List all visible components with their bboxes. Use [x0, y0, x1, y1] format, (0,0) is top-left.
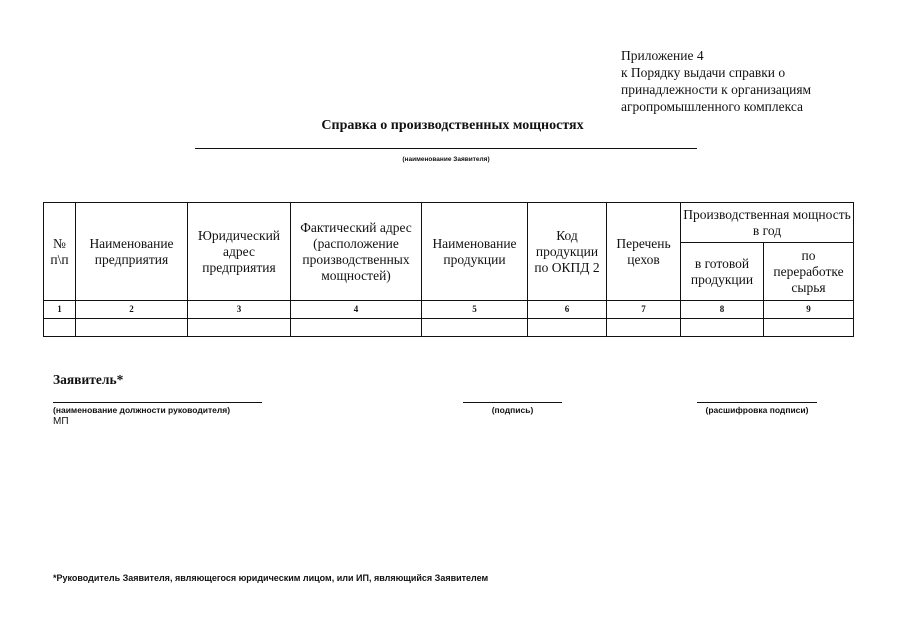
column-number: 9: [764, 301, 854, 319]
column-number-row: [44, 301, 854, 319]
position-line[interactable]: [53, 402, 262, 403]
header-legal-address: Юридический адрес предприятия: [188, 203, 291, 301]
table-row: [44, 319, 854, 337]
signature-caption: (подпись): [491, 405, 534, 415]
header-okpd-code: Код продукции по ОКПД 2: [528, 203, 607, 301]
applicant-name-line[interactable]: [195, 148, 697, 149]
header-actual-address: Фактический адрес (расположение производственных мощностей): [291, 203, 422, 301]
table-cell[interactable]: [607, 319, 681, 337]
header-workshops: Перечень цехов: [607, 203, 681, 301]
header-raw-processing: по переработке сырья: [764, 243, 854, 301]
appendix-line: принадлежности к организациям: [621, 82, 812, 97]
table-cell[interactable]: [291, 319, 422, 337]
table-cell[interactable]: [76, 319, 188, 337]
table-cell[interactable]: [422, 319, 528, 337]
column-number: 1: [44, 301, 76, 319]
header-product-name: Наименование продукции: [422, 203, 528, 301]
column-number: 7: [607, 301, 681, 319]
header-capacity-group: Производственная мощность в год: [681, 203, 854, 243]
column-number: 6: [528, 301, 607, 319]
header-finished-products: в готовой продукции: [681, 243, 764, 301]
position-caption: (наименование должности руководителя): [53, 405, 231, 415]
appendix-line: Приложение 4: [621, 48, 704, 63]
capacity-table: [43, 202, 854, 337]
appendix-line: к Порядку выдачи справки о: [621, 65, 786, 80]
header-enterprise-name: Наименование предприятия: [76, 203, 188, 301]
footnote: *Руководитель Заявителя, являющегося юридическим лицом, или ИП, являющийся Заявителем: [53, 573, 489, 583]
decoding-line[interactable]: [697, 402, 817, 403]
table-cell[interactable]: [764, 319, 854, 337]
signature-line[interactable]: [463, 402, 562, 403]
appendix-note: [621, 47, 891, 115]
column-number: 3: [188, 301, 291, 319]
table-cell[interactable]: [188, 319, 291, 337]
column-number: 5: [422, 301, 528, 319]
appendix-line: агропромышленного комплекса: [621, 99, 803, 114]
applicant-name-caption: (наименование Заявителя): [402, 156, 490, 163]
table-cell[interactable]: [528, 319, 607, 337]
stamp-mark: МП: [53, 416, 69, 427]
table-cell[interactable]: [44, 319, 76, 337]
header-number: № п\п: [44, 203, 76, 301]
column-number: 4: [291, 301, 422, 319]
document-title: Справка о производственных мощностях: [321, 118, 584, 133]
applicant-label: Заявитель*: [53, 372, 124, 387]
column-number: 2: [76, 301, 188, 319]
decoding-caption: (расшифровка подписи): [705, 405, 809, 415]
column-number: 8: [681, 301, 764, 319]
table-cell[interactable]: [681, 319, 764, 337]
